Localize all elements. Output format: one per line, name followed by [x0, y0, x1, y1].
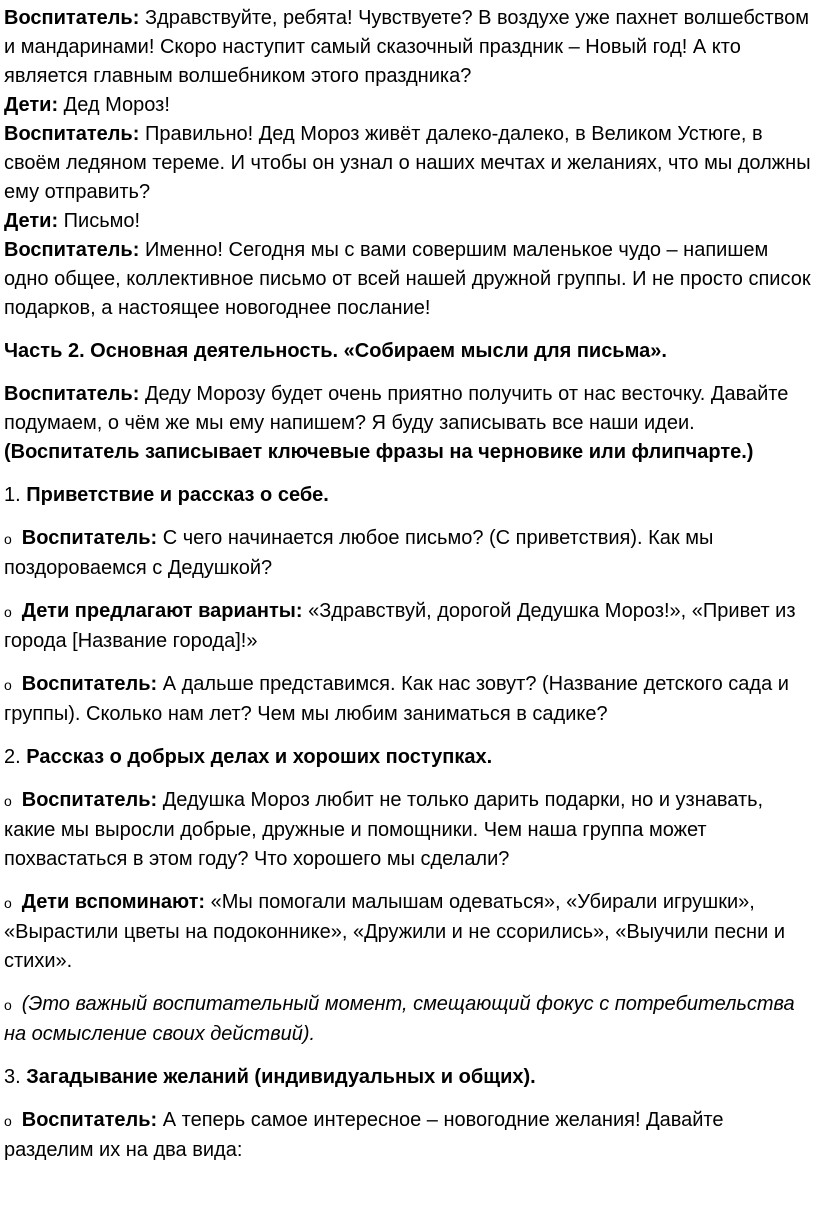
- list-item-1-bullet-2: [4, 597, 816, 656]
- intro-paragraph-5: [4, 236, 816, 323]
- speaker-label: Воспитатель:: [4, 7, 140, 29]
- speaker-label: Дети:: [4, 94, 59, 116]
- paragraph-text: Дедушка Мороз любит не только дарить подарки, но и узнавать, какие мы выросли добрые, дружные и помощники. Чем наша группа может похвастаться в этом году? Что хорошего мы сделали?: [4, 789, 764, 870]
- intro-paragraph-2: [4, 91, 816, 120]
- speaker-label: Воспитатель:: [21, 1109, 158, 1131]
- list-number: 3.: [4, 1066, 27, 1088]
- paragraph-text: Деду Морозу будет очень приятно получить от нас весточку. Давайте подумаем, о чём же мы ему напишем? Я буду записывать все наши идеи.: [4, 383, 789, 434]
- list-item-3-bullet-1: [4, 1106, 816, 1165]
- list-number: 1.: [4, 484, 27, 506]
- intro-paragraph-1: [4, 4, 816, 91]
- paragraph-text: А дальше представимся. Как нас зовут? (Название детского сада и группы). Сколько нам лет? Чем мы любим заниматься в садике?: [4, 673, 789, 725]
- list-item-2-bullet-3: [4, 990, 816, 1049]
- speaker-label: Дети предлагают варианты:: [21, 600, 303, 622]
- intro-paragraph-4: [4, 207, 816, 236]
- list-number: 2.: [4, 746, 27, 768]
- paragraph-text: Дед Мороз!: [58, 94, 170, 116]
- speaker-label: Воспитатель:: [21, 789, 158, 811]
- speaker-label: Дети вспоминают:: [21, 891, 206, 913]
- bullet-icon: o: [4, 997, 12, 1013]
- section-heading: Часть 2. Основная деятельность. «Собираем мысли для письма».: [4, 340, 667, 362]
- bullet-icon: o: [4, 1113, 12, 1129]
- part2-note: (Воспитатель записывает ключевые фразы на черновике или флипчарте.): [4, 441, 754, 463]
- bullet-icon: o: [4, 531, 12, 547]
- paragraph-text: «Мы помогали малышам одеваться», «Убирали игрушки», «Вырастили цветы на подоконнике», «Дружили и не ссорились», «Выучили песни и стихи».: [4, 891, 786, 972]
- list-item-2-bullet-2: [4, 888, 816, 976]
- list-item-1-title: 1. Приветствие и рассказ о себе.: [4, 484, 329, 506]
- paragraph-text: Правильно! Дед Мороз живёт далеко-далеко, в Великом Устюге, в своём ледяном тереме. И чтобы он узнал о наших мечтах и желаниях, что мы должны ему отправить?: [4, 123, 811, 203]
- list-item-1-bullet-1: [4, 524, 816, 583]
- speaker-label: Воспитатель:: [4, 123, 140, 145]
- bullet-icon: o: [4, 677, 12, 693]
- paragraph-text: Здравствуйте, ребята! Чувствуете? В воздухе уже пахнет волшебством и мандаринами! Скоро наступит самый сказочный праздник – Новый год! А кто является главным волшебником этого праздника?: [4, 7, 809, 87]
- list-item-2-bullet-1: [4, 786, 816, 874]
- bullet-icon: o: [4, 793, 12, 809]
- speaker-label: Воспитатель:: [21, 527, 158, 549]
- paragraph-text: Письмо!: [58, 210, 141, 232]
- speaker-label: Воспитатель:: [21, 673, 158, 695]
- speaker-label: Воспитатель:: [4, 239, 140, 261]
- paragraph-text: А теперь самое интересное – новогодние желания! Давайте разделим их на два вида:: [4, 1109, 724, 1161]
- intro-paragraph-3: [4, 120, 816, 207]
- speaker-label: Дети:: [4, 210, 59, 232]
- list-item-1-bullet-3: [4, 670, 816, 729]
- bullet-icon: o: [4, 895, 12, 911]
- bullet-icon: o: [4, 604, 12, 620]
- list-item-3-title: 3. Загадывание желаний (индивидуальных и общих).: [4, 1066, 536, 1088]
- part2-paragraph-1: [4, 380, 816, 438]
- paragraph-text: «Здравствуй, дорогой Дедушка Мороз!», «Привет из города [Название города]!»: [4, 600, 796, 652]
- italic-note: (Это важный воспитательный момент, смещающий фокус с потребительства на осмысление своих действий).: [4, 993, 795, 1045]
- speaker-label: Воспитатель:: [4, 383, 140, 405]
- paragraph-text: Именно! Сегодня мы с вами совершим маленькое чудо – напишем одно общее, коллективное письмо от всей нашей дружной группы. И не просто список подарков, а настоящее новогоднее послание!: [4, 239, 811, 319]
- paragraph-text: С чего начинается любое письмо? (С приветствия). Как мы поздороваемся с Дедушкой?: [4, 527, 714, 579]
- list-item-2-title: 2. Рассказ о добрых делах и хороших поступках.: [4, 746, 493, 768]
